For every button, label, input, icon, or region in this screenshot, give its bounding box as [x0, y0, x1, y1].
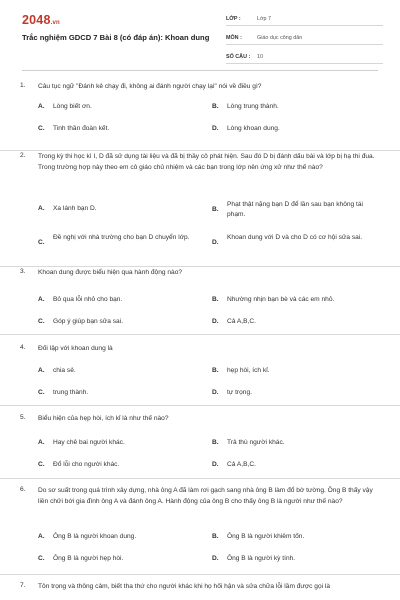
meta-label: LỚP :	[226, 16, 241, 22]
question-number: 5.	[20, 414, 26, 421]
option-text: Đề nghị với nhà trường cho bạn D chuyển lớp.	[53, 234, 190, 241]
option-text: hẹp hòi, ích kỉ.	[227, 367, 270, 374]
logo-text: 2048	[22, 13, 51, 27]
option-label: B.	[212, 533, 219, 540]
option-text: Lòng biết ơn.	[53, 103, 92, 110]
option-text: Ông B là người khiêm tốn.	[227, 533, 305, 540]
question-2	[0, 80, 400, 246]
option-label: C.	[38, 125, 45, 132]
option-text: Lòng khoan dung.	[227, 125, 280, 132]
question-text: Biểu hiện của hẹp hòi, ích kỉ là như thế nào?	[38, 415, 169, 422]
option-label: A.	[38, 205, 45, 212]
question-text: Trong kỳ thi học kì I, D đã sử dụng tài liệu và đã bị thầy cô phát hiện. Sau đó D bị đánh dấu bài và lớp bị hạ thi đua. Trong trường hợp này theo em cô giáo chủ nhiệm và các bạn trong lớp nên ứng xử như thế nào?	[38, 153, 375, 171]
option-text: Ông B là người hẹp hòi.	[53, 555, 124, 562]
header-divider	[22, 70, 378, 71]
question-number: 3.	[20, 268, 26, 275]
option-label: B.	[212, 103, 219, 110]
meta-row-subject	[226, 32, 383, 45]
question-text: Câu tục ngữ "Đánh kẻ chạy đi, không ai đánh người chạy lại" nói về điều gì?	[38, 83, 262, 90]
meta-row-class	[226, 13, 383, 26]
option-label: D.	[212, 461, 219, 468]
question-number: 6.	[20, 486, 26, 493]
option-text: Ông B là người khoan dung.	[53, 533, 137, 540]
meta-value: Giáo dục công dân	[257, 35, 303, 41]
question-number: 1.	[20, 82, 26, 89]
option-label: C.	[38, 239, 45, 246]
option-text: Cả A,B,C.	[227, 318, 256, 325]
option-text: Nhường nhịn bạn bè và các em nhỏ.	[227, 296, 335, 303]
question-6	[0, 486, 400, 575]
option-label: D.	[212, 318, 219, 325]
question-number: 7.	[20, 582, 26, 589]
option-label: A.	[38, 439, 45, 446]
option-label: B.	[212, 367, 219, 374]
option-label: B.	[212, 296, 219, 303]
option-text: Xa lánh bạn D.	[53, 205, 97, 212]
option-text: Hay chê bai người khác.	[53, 439, 125, 446]
question-text: Khoan dung được biểu hiện qua hành động nào?	[38, 269, 183, 276]
option-text: Trả thù người khác.	[227, 439, 285, 446]
option-label: C.	[38, 461, 45, 468]
option-label: D.	[212, 125, 219, 132]
meta-value: 10	[257, 54, 263, 60]
option-label: A.	[38, 103, 45, 110]
option-text: Bỏ qua lỗi nhỏ cho bạn.	[53, 296, 123, 303]
option-label: D.	[212, 555, 219, 562]
option-text: Đổ lỗi cho người khác.	[53, 461, 120, 468]
page-title: Trắc nghiệm GDCD 7 Bài 8 (có đáp án): Khoan dung	[22, 33, 210, 42]
question-3	[0, 268, 400, 335]
option-text: Khoan dung với D và cho D có cơ hội sửa sai.	[227, 234, 363, 241]
option-label: A.	[38, 367, 45, 374]
question-7	[0, 582, 400, 600]
meta-label: SỐ CÂU :	[226, 54, 251, 60]
option-label: C.	[38, 555, 45, 562]
question-4	[0, 344, 400, 406]
option-text: Ông B là người kỳ tính.	[227, 555, 296, 562]
option-text: tự trọng.	[227, 389, 252, 396]
option-label: C.	[38, 389, 45, 396]
question-number: 2.	[20, 152, 26, 159]
option-text: chia sẻ.	[53, 367, 76, 374]
option-label: A.	[38, 533, 45, 540]
option-label: B.	[212, 206, 219, 213]
option-text: Cả A,B,C.	[227, 461, 256, 468]
option-label: D.	[212, 239, 219, 246]
meta-panel	[226, 13, 383, 70]
question-text: Do sơ suất trong quá trình xây dựng, nhà ông A đã làm rơi gạch sang nhà ông B làm đổ bờ tường. Ông B thấy vậy liền chửi bới gia đình ông A và đánh ông A. Hành động của ông B cho thấy ông B là người như thế nào?	[38, 487, 373, 505]
option-label: C.	[38, 318, 45, 325]
question-number: 4.	[20, 344, 26, 351]
option-text: Tinh thần đoàn kết.	[53, 125, 110, 132]
header	[0, 0, 400, 70]
option-label: D.	[212, 389, 219, 396]
option-label: A.	[38, 296, 45, 303]
option-text: Góp ý giúp bạn sửa sai.	[53, 318, 124, 325]
meta-label: MÔN :	[226, 35, 242, 41]
site-logo[interactable]	[22, 13, 60, 27]
question-text: Tôn trọng và thông cảm, biết tha thứ cho người khác khi họ hối hận và sửa chữa lỗi lầm được gọi là	[38, 583, 331, 590]
logo-suffix: .vn	[50, 20, 60, 26]
option-text: Phạt thật nặng bạn D để lần sau bạn không tái phạm.	[227, 201, 364, 218]
option-text: Lòng trung thành.	[227, 103, 279, 110]
question-5	[0, 414, 400, 479]
option-text: trung thành.	[53, 389, 89, 396]
question-text: Đối lập với khoan dung là	[38, 345, 113, 352]
option-label: B.	[212, 439, 219, 446]
meta-row-count	[226, 51, 383, 64]
meta-value: Lớp 7	[257, 16, 272, 22]
